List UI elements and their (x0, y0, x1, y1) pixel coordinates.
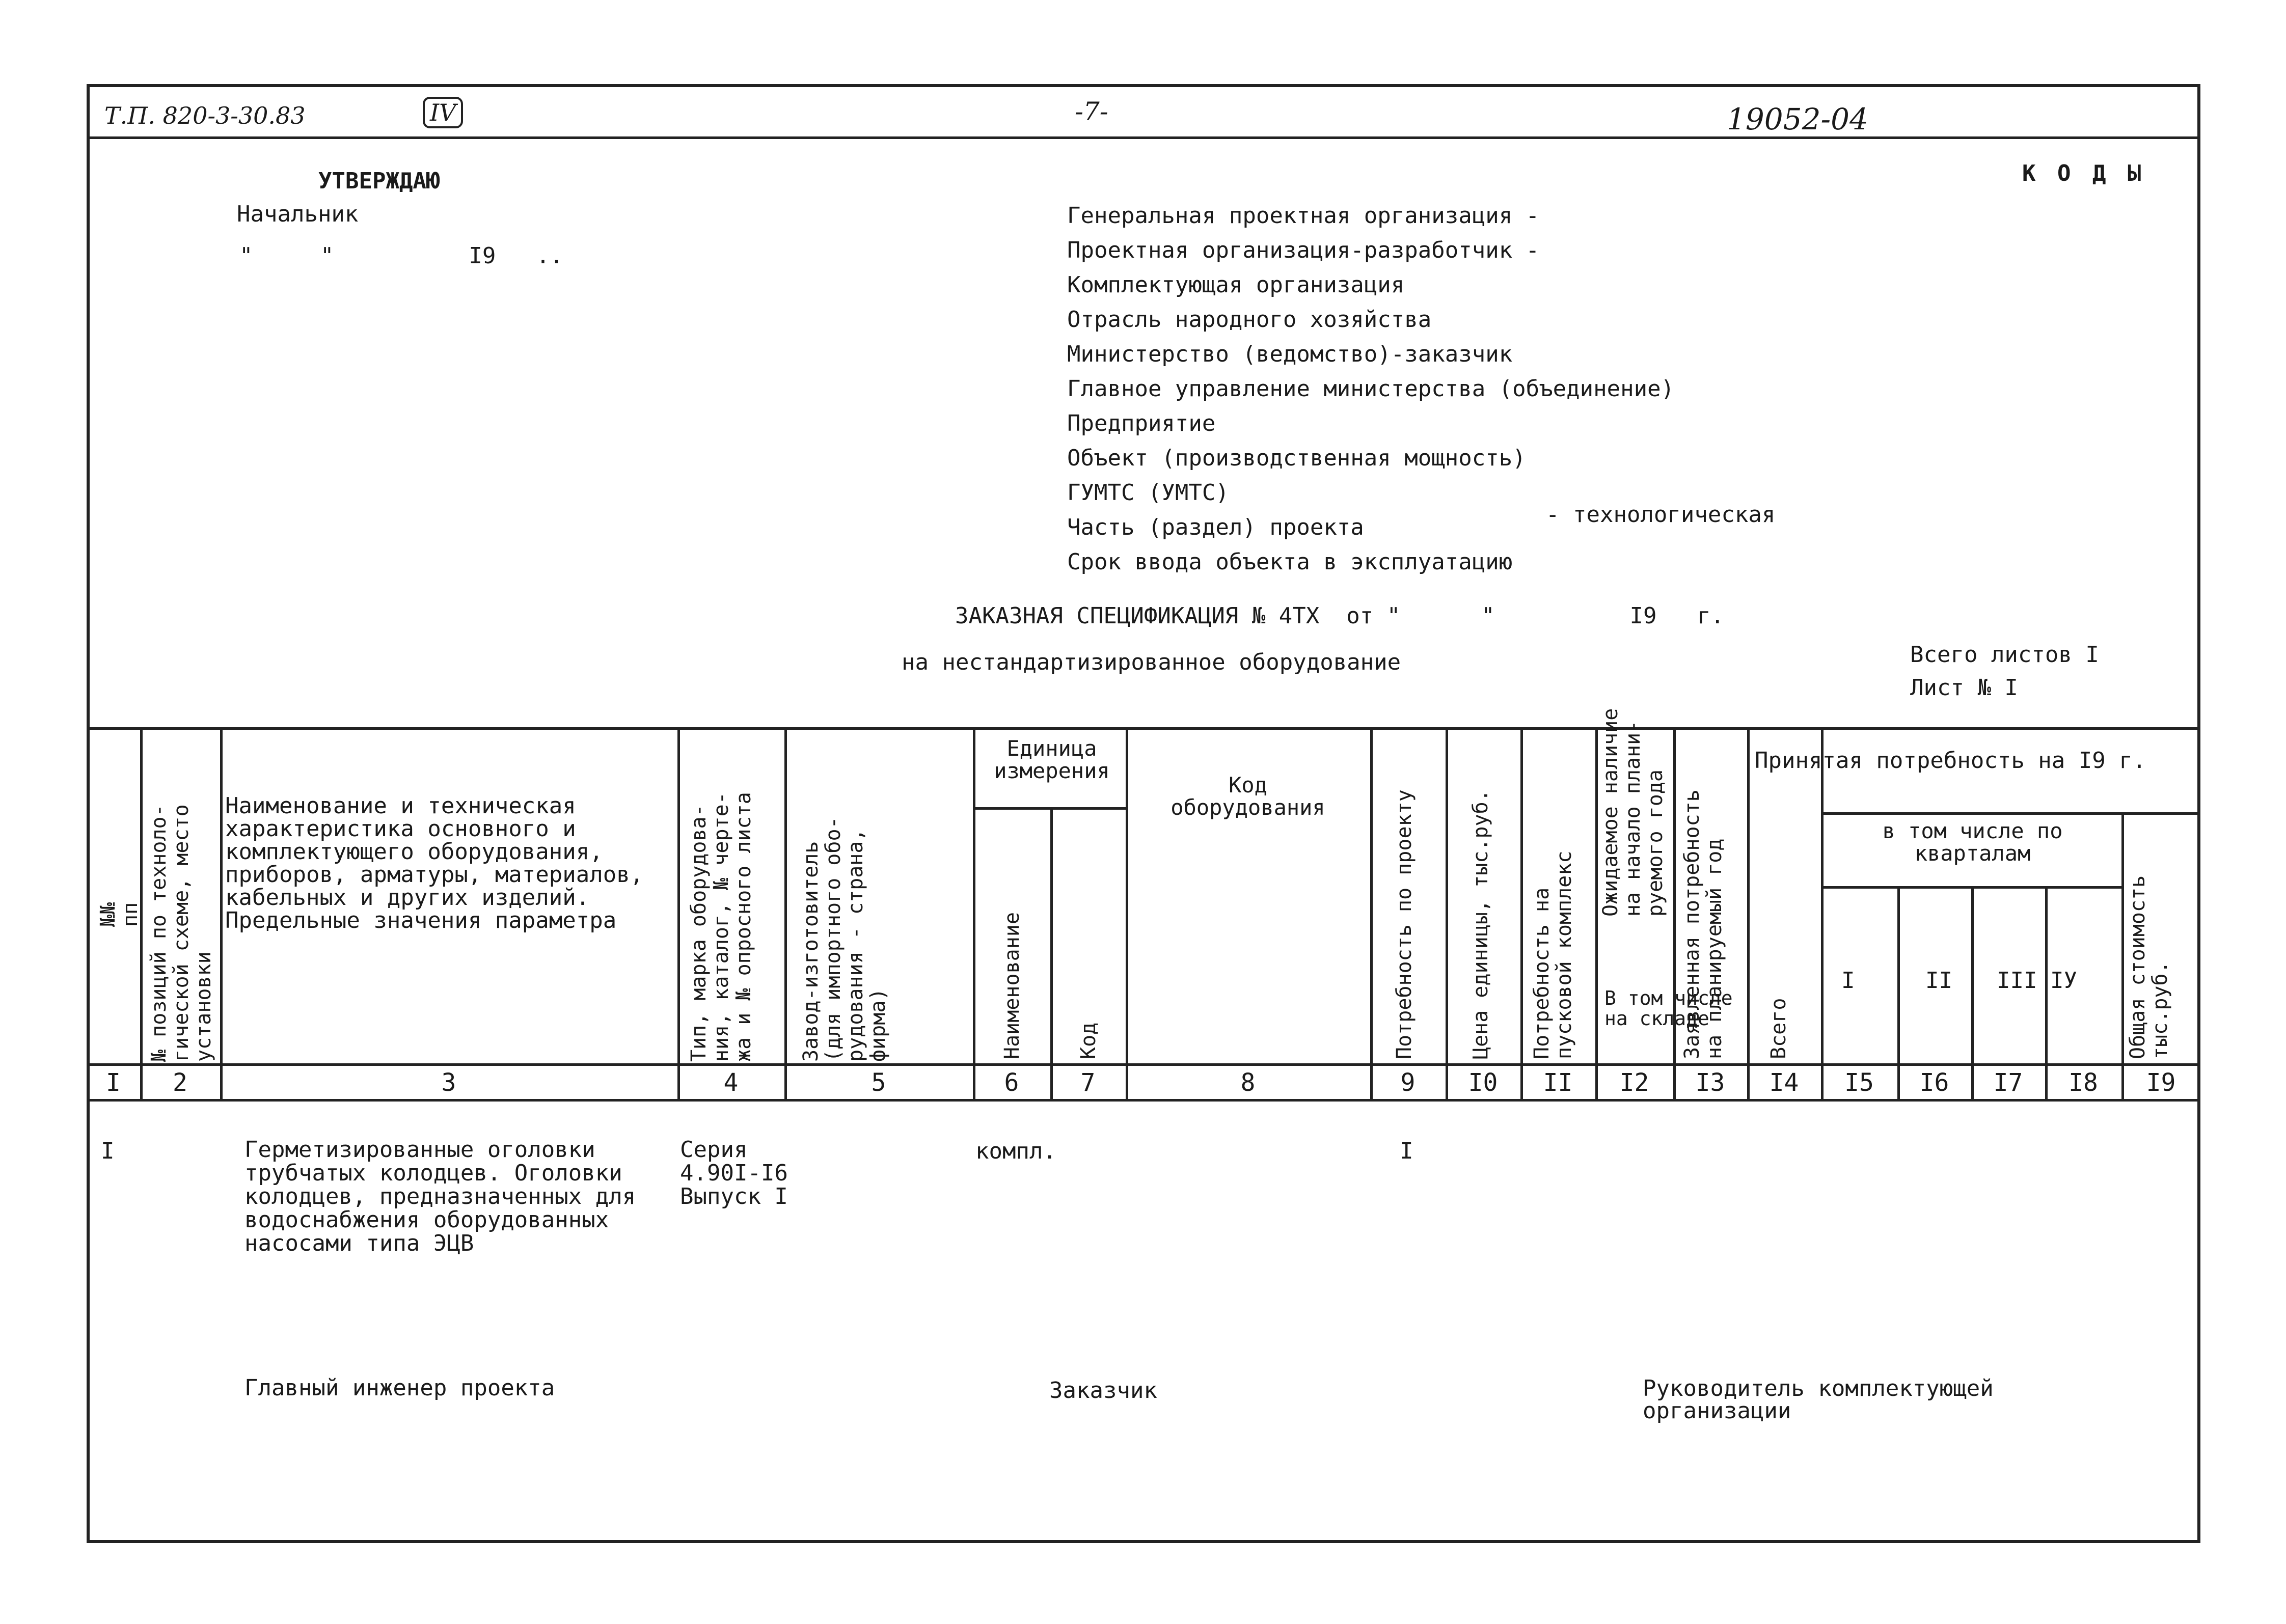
approval-position: Начальник (237, 201, 359, 227)
project-part-value: - технологическая (1546, 502, 1776, 528)
header-c1: №№ пп (96, 902, 142, 927)
sheets-total: Всего листов I (1910, 642, 2099, 668)
org-line: Объект (производственная мощность) (1067, 445, 1526, 471)
org-line: Предприятие (1067, 410, 1216, 436)
row-unit: компл. (975, 1138, 1056, 1164)
org-line: Министерство (ведомство)-заказчик (1067, 341, 1513, 367)
org-line: Отрасль народного хозяйства (1067, 307, 1432, 333)
signature-customer: Заказчик (1049, 1378, 1157, 1403)
header-c13: Заявленная потребность на планируемый год (1680, 789, 1726, 1059)
header-bottom-line (87, 1063, 2200, 1066)
org-line: Часть (раздел) проекта (1067, 514, 1364, 540)
header-c9: Потребность по проекту (1393, 789, 1416, 1059)
stamp-divider (87, 136, 2200, 139)
header-quarters: в том числе по кварталам (1882, 818, 2063, 866)
header-c12: В том числе на складе (1604, 987, 1733, 1030)
org-line: Главное управление министерства (объединение) (1067, 376, 1675, 402)
org-line: ГУМТС (УМТС) (1067, 480, 1229, 506)
header-c12b: Ожидаемое наличие на начало плани- руемого года (1599, 708, 1667, 917)
spec-subtitle: на нестандартизированное оборудование (902, 649, 1401, 675)
header-c8: Код оборудования (1171, 773, 1325, 820)
header-c3: Наименование и техническая характеристика основного и комплектующего оборудования, приборов, арматуры, материалов, кабельных и других изделий. Предельные значения параметра (225, 793, 644, 933)
org-line: Срок ввода объекта в эксплуатацию (1067, 549, 1513, 575)
numbers-bottom-line (87, 1099, 2200, 1102)
org-line: Генеральная проектная организация - (1067, 203, 1540, 229)
table-top-line (87, 727, 2200, 730)
accepted-group-line (1821, 812, 2200, 815)
approval-title: УТВЕРЖДАЮ (318, 168, 440, 194)
header-c5: Завод-изготовитель (для импортного обо- рудования - страна, фирма) (799, 816, 890, 1062)
header-q1: I (1841, 968, 1855, 994)
header-c19: Общая стоимость тыс.руб. (2126, 875, 2172, 1059)
sheet-number: Лист № I (1910, 675, 2018, 701)
header-q4: IУ (2050, 968, 2077, 994)
header-c4: Тип, марка оборудова- ния, каталог, № черте- жа и № опросного листа (687, 792, 755, 1062)
spec-title: ЗАКАЗНАЯ СПЕЦИФИКАЦИЯ № 4ТХ от " " I9 г. (955, 603, 1724, 629)
signature-chief-engineer: Главный инженер проекта (244, 1375, 555, 1401)
codes-label: К О Д Ы (2022, 160, 2145, 186)
album-number: IV (423, 97, 463, 128)
page-number: -7- (1075, 97, 1108, 126)
row-type: Серия 4.90I-I6 Выпуск I (680, 1137, 788, 1209)
org-line: Комплектующая организация (1067, 272, 1405, 298)
org-line: Проектная организация-разработчик - (1067, 237, 1540, 263)
header-c2: № позиций по техноло- гической схеме, место установки (147, 804, 215, 1062)
header-c6: Наименование (1000, 912, 1024, 1059)
row-name: Герметизированные оголовки трубчатых колодцев. Оголовки колодцев, предназначенных для водоснабжения оборудованных насосами типа ЭЦВ (244, 1137, 636, 1256)
row-number: I (101, 1138, 115, 1164)
archive-number: 19052-04 (1727, 102, 1868, 136)
header-c14: Всего (1767, 998, 1790, 1059)
header-accepted: Принятая потребность на I9 г. (1755, 748, 2146, 774)
header-c7: Код (1077, 1022, 1100, 1059)
unit-group-line (973, 807, 1126, 810)
header-c11: Потребность на пусковой комплекс (1530, 850, 1576, 1059)
signature-supplier-head: Руководитель комплектующей организации (1643, 1375, 1994, 1424)
approval-date: " " I9 .. (239, 243, 563, 269)
row-quantity: I (1400, 1138, 1413, 1164)
header-c10: Цена единицы, тыс.руб. (1469, 789, 1492, 1059)
header-q3: III (1997, 968, 2037, 994)
header-unit-group: Единица измерения (994, 736, 1110, 783)
doc-code: Т.П. 820-3-30.83 (104, 102, 306, 129)
header-q2: II (1925, 968, 1952, 994)
